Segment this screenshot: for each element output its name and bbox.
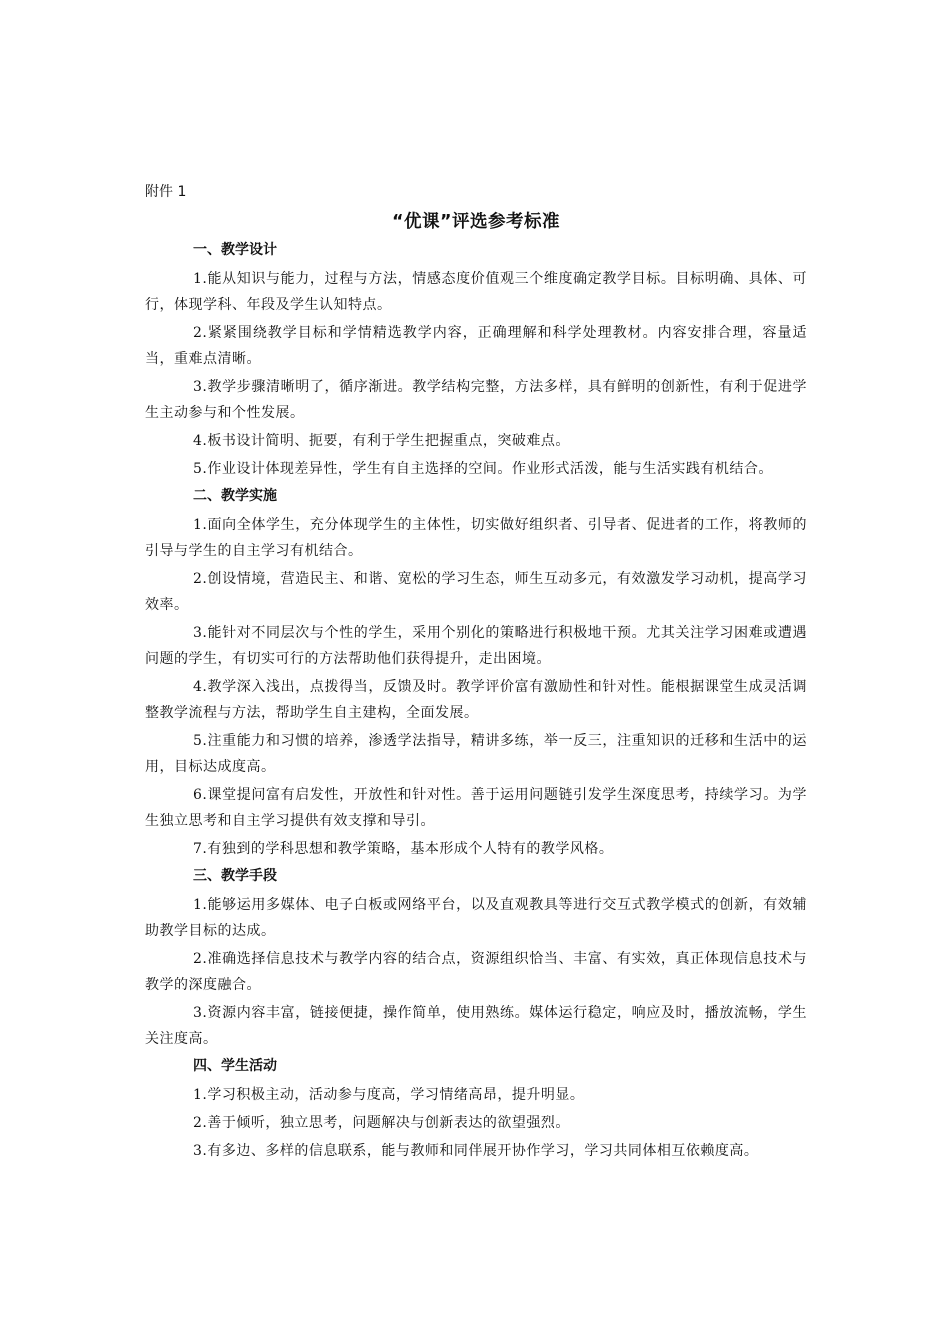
criterion-paragraph: 3.能针对不同层次与个性的学生，采用个别化的策略进行积极地干预。尤其关注学习困难或遭遇问题的学生，有切实可行的方法帮助他们获得提升，走出困境。 [145, 625, 807, 667]
criterion-paragraph: 7.有独到的学科思想和教学策略，基本形成个人特有的教学风格。 [193, 841, 614, 857]
document-page [145, 182, 807, 1166]
criterion-paragraph: 4.板书设计简明、扼要，有利于学生把握重点，突破难点。 [193, 433, 570, 449]
criterion-paragraph: 3.有多边、多样的信息联系，能与教师和同伴展开协作学习，学习共同体相互依赖度高。 [193, 1143, 759, 1159]
section-heading: 三、教学手段 [193, 868, 277, 884]
document-body [145, 238, 807, 1164]
section-heading: 一、教学设计 [193, 242, 277, 258]
criterion-paragraph: 2.创设情境，营造民主、和谐、宽松的学习生态，师生互动多元，有效激发学习动机，提高学习效率。 [145, 571, 807, 613]
criterion-paragraph: 1.学习积极主动，活动参与度高，学习情绪高昂，提升明显。 [193, 1087, 585, 1103]
criterion-paragraph: 4.教学深入浅出，点拨得当，反馈及时。教学评价富有激励性和针对性。能根据课堂生成灵活调整教学流程与方法，帮助学生自主建构，全面发展。 [145, 679, 807, 721]
attachment-label: 附件 1 [145, 184, 187, 200]
criterion-paragraph: 1.能从知识与能力，过程与方法，情感态度价值观三个维度确定教学目标。目标明确、具体、可行，体现学科、年段及学生认知特点。 [145, 271, 807, 313]
criterion-paragraph: 5.作业设计体现差异性，学生有自主选择的空间。作业形式活泼，能与生活实践有机结合。 [193, 461, 773, 477]
criterion-paragraph: 2.善于倾听，独立思考，问题解决与创新表达的欲望强烈。 [193, 1115, 570, 1131]
criterion-paragraph: 6.课堂提问富有启发性，开放性和针对性。善于运用问题链引发学生深度思考，持续学习。为学生独立思考和自主学习提供有效支撑和导引。 [145, 787, 807, 829]
document-title: “优课”评选参考标准 [391, 212, 560, 232]
criterion-paragraph: 3.资源内容丰富，链接便捷，操作简单，使用熟练。媒体运行稳定，响应及时，播放流畅，学生关注度高。 [145, 1005, 807, 1047]
section-heading: 四、学生活动 [193, 1058, 277, 1074]
criterion-paragraph: 3.教学步骤清晰明了，循序渐进。教学结构完整，方法多样，具有鲜明的创新性，有利于促进学生主动参与和个性发展。 [145, 379, 807, 421]
criterion-paragraph: 1.面向全体学生，充分体现学生的主体性，切实做好组织者、引导者、促进者的工作，将教师的引导与学生的自主学习有机结合。 [145, 517, 807, 559]
section-heading: 二、教学实施 [193, 488, 277, 504]
criterion-paragraph: 2.准确选择信息技术与教学内容的结合点，资源组织恰当、丰富、有实效，真正体现信息技术与教学的深度融合。 [145, 951, 807, 993]
criterion-paragraph: 5.注重能力和习惯的培养，渗透学法指导，精讲多练，举一反三，注重知识的迁移和生活中的运用，目标达成度高。 [145, 733, 807, 775]
criterion-paragraph: 1.能够运用多媒体、电子白板或网络平台，以及直观教具等进行交互式教学模式的创新，有效辅助教学目标的达成。 [145, 897, 807, 939]
criterion-paragraph: 2.紧紧围绕教学目标和学情精选教学内容，正确理解和科学处理教材。内容安排合理，容量适当，重难点清晰。 [145, 325, 807, 367]
